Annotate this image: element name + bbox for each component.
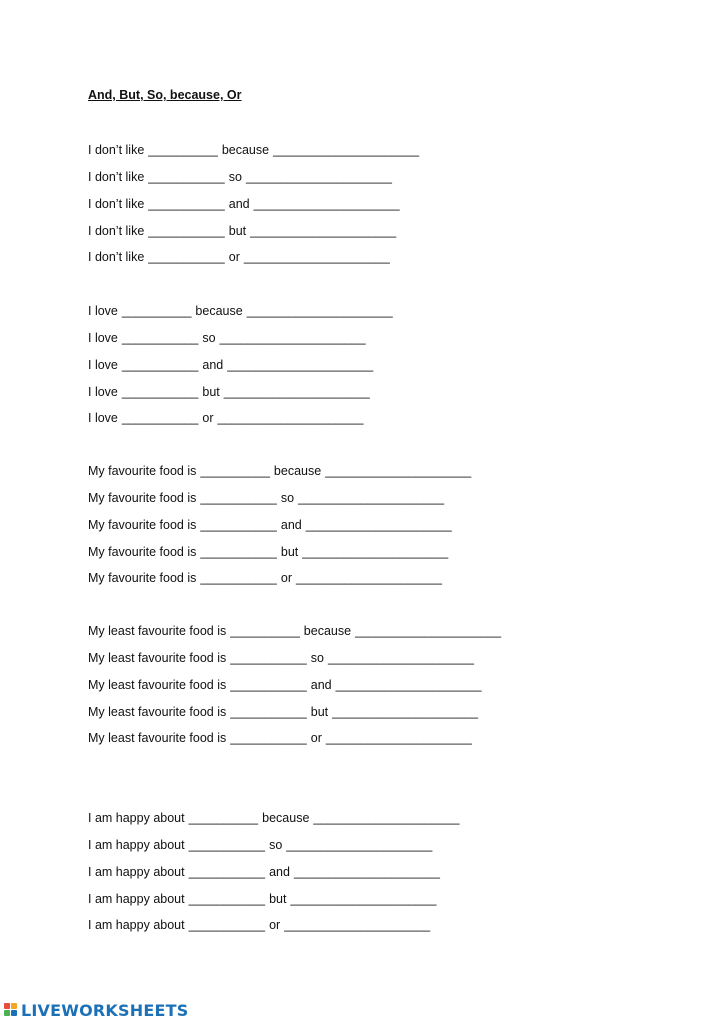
answer-blank[interactable]: _____________________ (245, 169, 392, 184)
sentence-start: I love (88, 357, 118, 372)
answer-blank[interactable]: ___________ (121, 330, 199, 345)
sentence-row (88, 458, 471, 485)
exercise-group (88, 137, 419, 271)
answer-blank[interactable]: ___________ (148, 169, 225, 184)
conjunction: because (195, 304, 243, 319)
answer-blank[interactable]: _____________________ (253, 196, 400, 211)
sentence-start: My least favourite food is (88, 704, 227, 719)
logo-square (4, 1010, 10, 1016)
conjunction: so (280, 490, 295, 505)
answer-blank[interactable]: _____________________ (298, 490, 445, 505)
conjunction: so (202, 330, 216, 345)
sentence-row (88, 859, 459, 886)
conjunction: so (269, 837, 283, 852)
conjunction: or (202, 411, 214, 426)
answer-blank[interactable]: _____________________ (293, 864, 440, 879)
conjunction: and (269, 864, 290, 879)
exercise-group (88, 458, 471, 592)
answer-blank[interactable]: _____________________ (246, 304, 393, 319)
answer-blank[interactable]: _____________________ (332, 704, 479, 719)
sentence-row (88, 725, 501, 752)
sentence-row (88, 244, 419, 271)
answer-blank[interactable]: ___________ (121, 384, 199, 399)
answer-blank[interactable]: ___________ (148, 196, 225, 211)
answer-blank[interactable]: _____________________ (290, 891, 437, 906)
liveworksheets-logo-icon (4, 1002, 18, 1018)
answer-blank[interactable]: ___________ (200, 571, 277, 586)
answer-blank[interactable]: __________ (200, 464, 270, 479)
conjunction: but (269, 891, 287, 906)
answer-blank[interactable]: _____________________ (250, 223, 397, 238)
answer-blank[interactable]: ___________ (230, 650, 307, 665)
answer-blank[interactable]: __________ (121, 304, 192, 319)
sentence-start: My least favourite food is (88, 650, 227, 665)
conjunction: because (262, 811, 310, 826)
sentence-row (88, 191, 419, 218)
conjunction: so (310, 650, 324, 665)
sentence-start: I don’t like (88, 223, 145, 238)
conjunction: because (273, 464, 322, 479)
answer-blank[interactable]: _____________________ (313, 811, 460, 826)
answer-blank[interactable]: _____________________ (305, 517, 452, 532)
answer-blank[interactable]: _____________________ (223, 384, 370, 399)
answer-blank[interactable]: ___________ (148, 223, 225, 238)
answer-blank[interactable]: _____________________ (243, 250, 390, 265)
sentence-start: My favourite food is (88, 544, 197, 559)
sentence-start: I am happy about (88, 864, 185, 879)
conjunction: and (202, 357, 224, 372)
sentence-start: I love (88, 384, 118, 399)
answer-blank[interactable]: _____________________ (286, 837, 433, 852)
sentence-row (88, 164, 419, 191)
conjunction: and (280, 517, 302, 532)
answer-blank[interactable]: __________ (148, 143, 218, 158)
conjunction: and (310, 677, 332, 692)
conjunction: because (221, 143, 270, 158)
answer-blank[interactable]: ___________ (200, 544, 277, 559)
conjunction: and (228, 196, 250, 211)
sentence-start: I don’t like (88, 196, 145, 211)
answer-blank[interactable]: _____________________ (284, 918, 431, 933)
sentence-start: I am happy about (88, 811, 185, 826)
sentence-row (88, 512, 471, 539)
answer-blank[interactable]: _____________________ (325, 464, 472, 479)
answer-blank[interactable]: _____________________ (355, 624, 502, 639)
sentence-start: My least favourite food is (88, 677, 227, 692)
sentence-start: I love (88, 304, 118, 319)
conjunction: or (310, 731, 322, 746)
sentence-row (88, 645, 501, 672)
answer-blank[interactable]: __________ (188, 811, 259, 826)
conjunction: so (228, 169, 242, 184)
sentence-row (88, 672, 501, 699)
answer-blank[interactable]: ___________ (188, 918, 266, 933)
sentence-start: My favourite food is (88, 464, 197, 479)
answer-blank[interactable]: ___________ (230, 704, 307, 719)
answer-blank[interactable]: ___________ (200, 517, 277, 532)
sentence-row (88, 805, 459, 832)
answer-blank[interactable]: _____________________ (325, 731, 472, 746)
sentence-start: My favourite food is (88, 517, 197, 532)
answer-blank[interactable]: ___________ (121, 357, 199, 372)
sentence-row (88, 698, 501, 725)
sentence-row (88, 618, 501, 645)
answer-blank[interactable]: _____________________ (217, 411, 364, 426)
sentence-start: I am happy about (88, 891, 185, 906)
sentence-row (88, 405, 393, 432)
sentence-start: I don’t like (88, 250, 145, 265)
sentence-row (88, 485, 471, 512)
answer-blank[interactable]: _____________________ (219, 330, 366, 345)
sentence-start: My favourite food is (88, 490, 197, 505)
answer-blank[interactable]: __________ (230, 624, 300, 639)
answer-blank[interactable]: ___________ (230, 677, 307, 692)
brand-name: LIVEWORKSHEETS (21, 1000, 189, 1020)
logo-square (11, 1003, 17, 1009)
sentence-start: I don’t like (88, 143, 145, 158)
answer-blank[interactable]: _____________________ (296, 571, 442, 586)
answer-blank[interactable]: _____________________ (302, 544, 449, 559)
sentence-row (88, 325, 393, 352)
sentence-row (88, 565, 471, 592)
exercise-group (88, 618, 501, 752)
sentence-row (88, 378, 393, 405)
logo-square (11, 1010, 17, 1016)
footer-brand (4, 1000, 188, 1020)
answer-blank[interactable]: _____________________ (327, 650, 474, 665)
exercise-group (88, 805, 459, 939)
answer-blank[interactable]: ___________ (188, 864, 266, 879)
answer-blank[interactable]: ___________ (200, 490, 277, 505)
sentence-start: I love (88, 411, 118, 426)
sentence-start: My favourite food is (88, 571, 197, 586)
sentence-row (88, 912, 459, 939)
conjunction: but (280, 544, 299, 559)
conjunction: because (303, 624, 352, 639)
sentence-start: My least favourite food is (88, 731, 227, 746)
conjunction: or (269, 918, 281, 933)
logo-square (4, 1003, 10, 1009)
sentence-row (88, 352, 393, 379)
sentence-start: My least favourite food is (88, 624, 227, 639)
conjunction: but (202, 384, 220, 399)
sentence-row (88, 885, 459, 912)
answer-blank[interactable]: ___________ (188, 837, 266, 852)
answer-blank[interactable]: ___________ (230, 731, 307, 746)
sentence-start: I love (88, 330, 118, 345)
sentence-row (88, 137, 419, 164)
sentence-row (88, 538, 471, 565)
sentence-start: I don’t like (88, 169, 145, 184)
answer-blank[interactable]: _____________________ (227, 357, 374, 372)
conjunction: but (228, 223, 247, 238)
exercise-group (88, 298, 393, 432)
sentence-row (88, 298, 393, 325)
sentence-row (88, 217, 419, 244)
worksheet-title: And, But, So, because, Or (88, 88, 242, 102)
conjunction: or (228, 250, 240, 265)
answer-blank[interactable]: _____________________ (273, 143, 420, 158)
conjunction: or (280, 571, 292, 586)
answer-blank[interactable]: ___________ (188, 891, 266, 906)
answer-blank[interactable]: _____________________ (335, 677, 482, 692)
conjunction: but (310, 704, 329, 719)
sentence-start: I am happy about (88, 918, 185, 933)
sentence-start: I am happy about (88, 837, 185, 852)
answer-blank[interactable]: ___________ (148, 250, 225, 265)
sentence-row (88, 832, 459, 859)
answer-blank[interactable]: ___________ (121, 411, 199, 426)
